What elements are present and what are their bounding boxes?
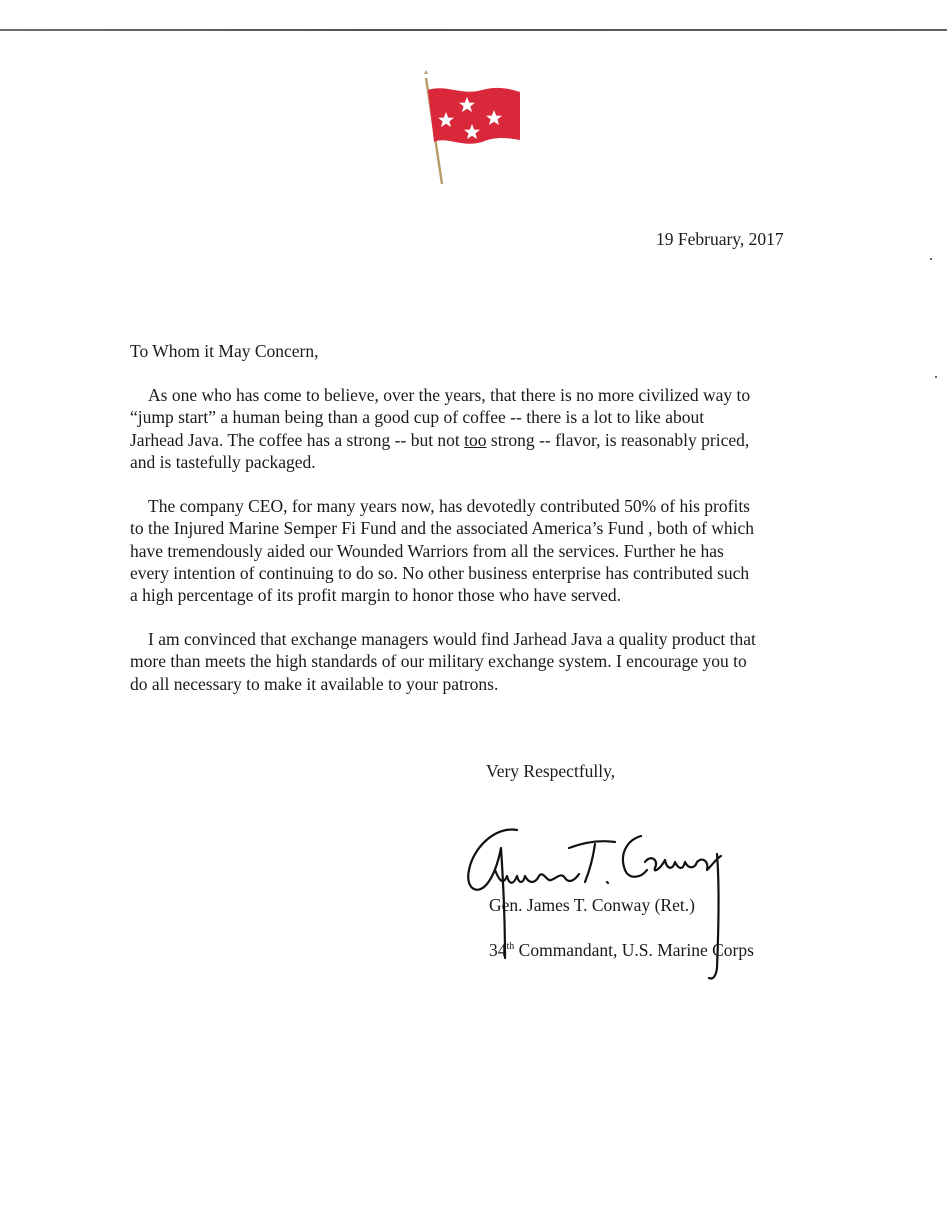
signer-name: Gen. James T. Conway (Ret.) [489,895,695,915]
signer-title-number: 34 [489,940,507,960]
paragraph-1-line-3-end: strong -- flavor, is reasonably priced, [486,429,750,450]
salutation: To Whom it May Concern, [130,341,319,361]
closing: Very Respectfully, [486,761,616,781]
paragraph-2-line-4: every intention of continuing to do so. No other business enterprise has contributed such [130,562,750,583]
paragraph-2-line-3: have tremendously aided our Wounded Warriors from all the services. Further he has [130,540,724,561]
scan-speck [935,376,937,378]
paragraph-2 [130,495,820,606]
paragraph-2-line-2: to the Injured Marine Semper Fi Fund and the associated America’s Fund , both of which [130,518,755,539]
paragraph-1-line-1: As one who has come to believe, over the years, that there is no more civilized way to [148,385,751,405]
paragraph-1-line-3 [130,429,820,451]
signer-title [489,940,754,961]
paragraph-3-line-2: more than meets the high standards of our military exchange system. I encourage you to [130,651,747,672]
paragraph-3 [130,628,820,695]
paragraph-1 [130,384,820,473]
paragraph-2-line-1: The company CEO, for many years now, has devotedly contributed 50% of his profits [148,496,750,516]
scan-top-edge [0,29,947,31]
paragraph-3-line-3: do all necessary to make it available to your patrons. [130,673,499,694]
paragraph-1-line-3-start: Jarhead Java. The coffee has a strong -- but not [130,429,465,450]
emphasis-too: too [464,429,487,450]
signer-title-rest: Commandant, U.S. Marine Corps [514,940,754,960]
signer-title-suffix: th [506,941,515,952]
paragraph-2-line-5: a high percentage of its profit margin to honor those who have served. [130,585,621,606]
paragraph-1-line-2: “jump start” a human being than a good cup of coffee -- there is a lot to like about [130,407,705,428]
scan-speck [930,258,932,260]
paragraph-3-line-1: I am convinced that exchange managers would find Jarhead Java a quality product that [148,629,756,649]
paragraph-1-line-4: and is tastefully packaged. [130,451,316,472]
letter-date: 19 February, 2017 [656,229,784,249]
four-star-flag-icon [416,70,526,188]
